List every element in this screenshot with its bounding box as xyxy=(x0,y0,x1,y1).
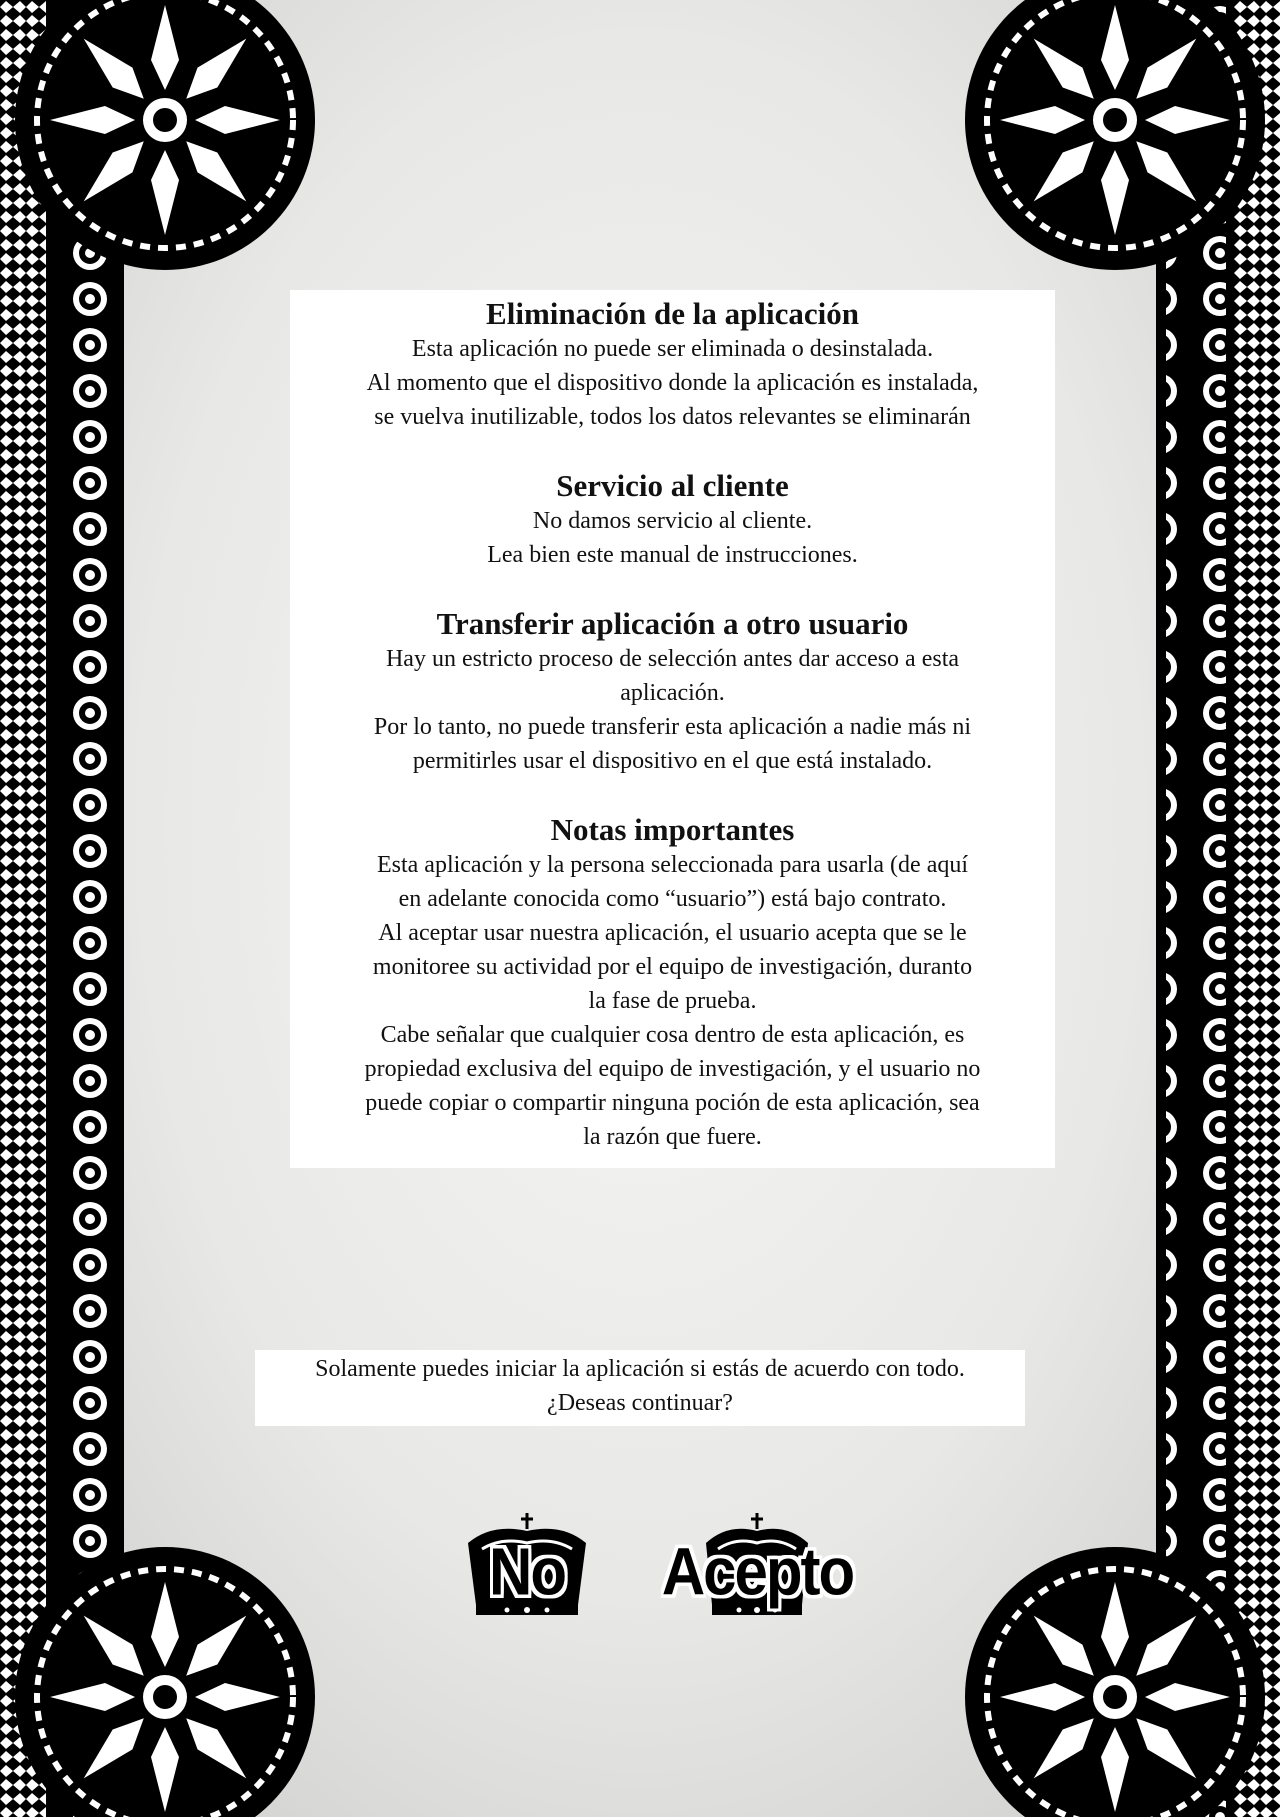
section-text: en adelante conocida como “usuario”) está bajo contrato. xyxy=(398,886,947,912)
terms-notice xyxy=(290,290,1055,1168)
section-text: Lea bien este manual de instrucciones. xyxy=(487,542,858,568)
section-title: Servicio al cliente xyxy=(556,468,789,503)
section-text: la razón que fuere. xyxy=(583,1124,762,1150)
section-text: Cabe señalar que cualquier cosa dentro de esta aplicación, es xyxy=(380,1022,965,1048)
prompt-question: ¿Deseas continuar? xyxy=(547,1390,733,1416)
decline-button[interactable] xyxy=(462,1513,592,1619)
section-text: se vuelva inutilizable, todos los datos relevantes se eliminarán xyxy=(374,404,971,430)
section-text: la fase de prueba. xyxy=(588,988,757,1014)
section-customer-service xyxy=(290,468,1055,572)
section-text: Al aceptar usar nuestra aplicación, el usuario acepta que se le xyxy=(378,920,967,946)
continue-prompt xyxy=(255,1350,1025,1426)
section-spacer xyxy=(290,434,1055,468)
section-title: Notas importantes xyxy=(550,812,795,847)
section-text: puede copiar o compartir ninguna poción de esta aplicación, sea xyxy=(365,1090,980,1116)
section-text: permitirles usar el dispositivo en el que está instalado. xyxy=(412,748,933,774)
lace-doily-corner xyxy=(950,0,1280,330)
lace-doily-corner xyxy=(950,1487,1280,1817)
section-text: Al momento que el dispositivo donde la aplicación es instalada, xyxy=(366,370,979,396)
decline-label: No xyxy=(489,1533,565,1609)
section-text: Esta aplicación y la persona seleccionada para usarla (de aquí xyxy=(376,852,969,878)
section-transfer xyxy=(290,606,1055,778)
section-important-notes xyxy=(290,812,1055,1154)
lace-doily-corner xyxy=(0,0,330,330)
accept-button[interactable] xyxy=(650,1513,865,1619)
section-text: No damos servicio al cliente. xyxy=(532,508,813,534)
section-spacer xyxy=(290,778,1055,812)
lace-doily-corner xyxy=(0,1487,330,1817)
section-text: aplicación. xyxy=(620,680,725,706)
section-text: Hay un estricto proceso de selección antes dar acceso a esta xyxy=(385,646,960,672)
section-spacer xyxy=(290,572,1055,606)
section-text: propiedad exclusiva del equipo de investigación, y el usuario no xyxy=(364,1056,981,1082)
section-text: Esta aplicación no puede ser eliminada o desinstalada. xyxy=(411,336,934,362)
section-title: Eliminación de la aplicación xyxy=(486,296,859,331)
section-text: monitoree su actividad por el equipo de investigación, duranto xyxy=(372,954,973,980)
accept-label: Acepto xyxy=(661,1533,854,1609)
section-app-removal xyxy=(290,296,1055,434)
section-text: Por lo tanto, no puede transferir esta aplicación a nadie más ni xyxy=(373,714,972,740)
prompt-text: Solamente puedes iniciar la aplicación si estás de acuerdo con todo. xyxy=(315,1356,965,1382)
section-title: Transferir aplicación a otro usuario xyxy=(436,606,909,641)
